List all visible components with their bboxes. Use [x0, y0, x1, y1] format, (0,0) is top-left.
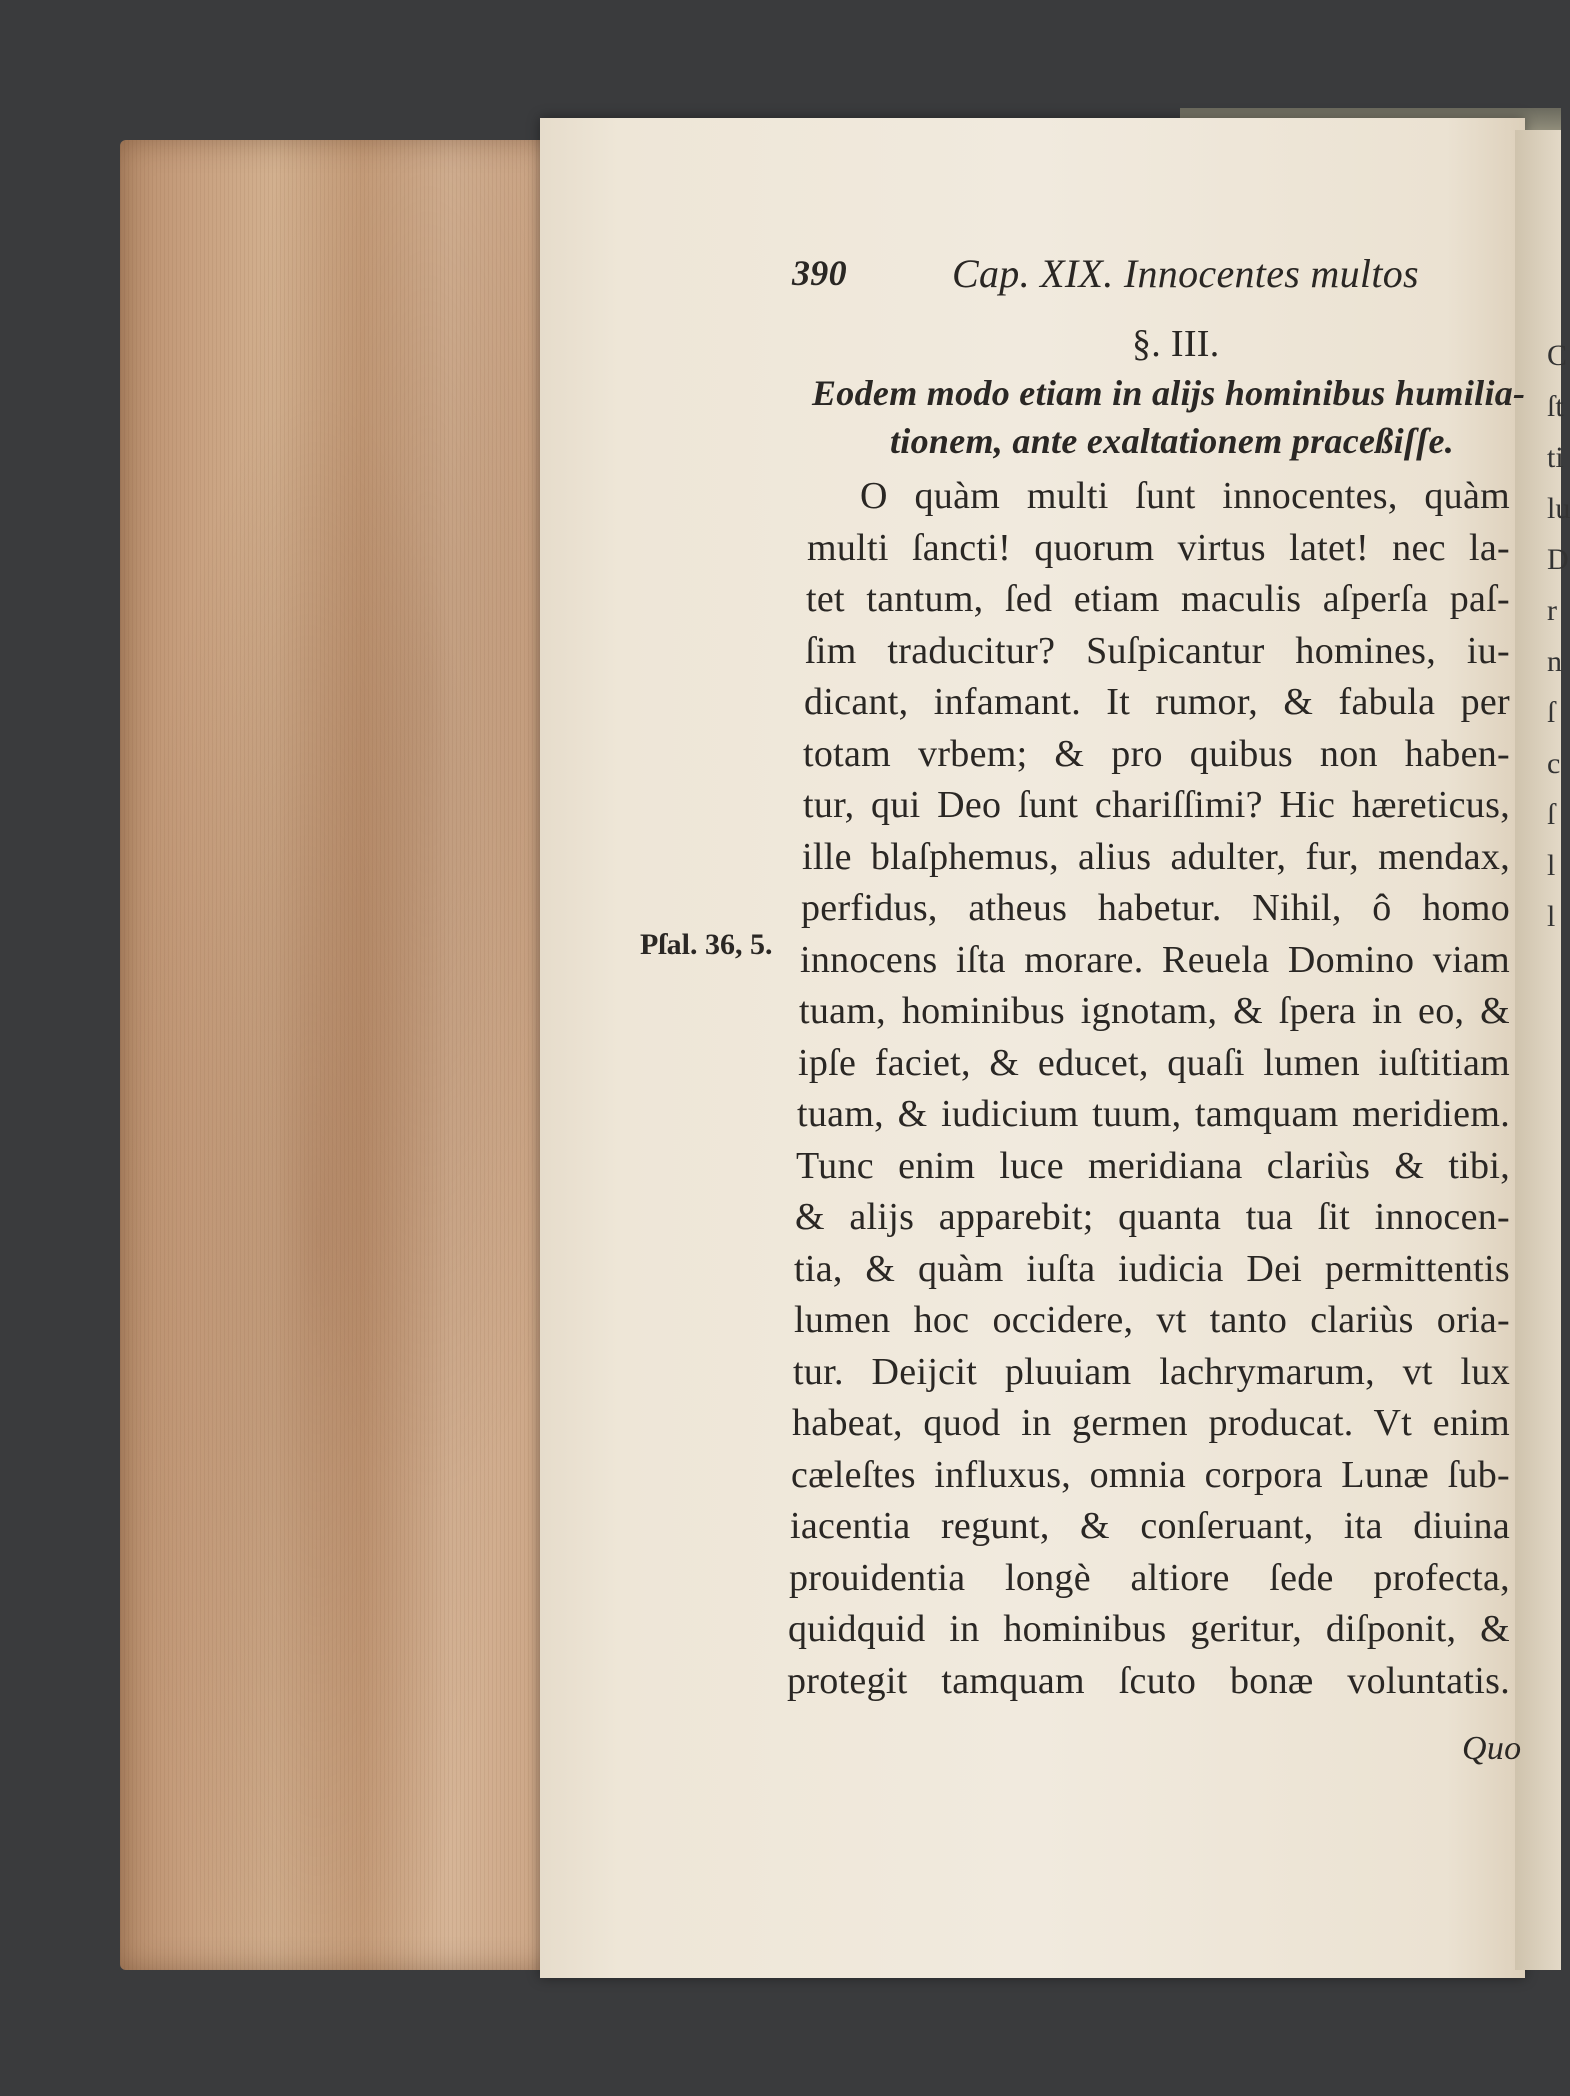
body-line: totam vrbem; & pro quibus non haben-: [803, 733, 1510, 775]
next-page-letter: n: [1547, 645, 1562, 678]
body-line: perfidus, atheus habetur. Nihil, ô homo: [801, 887, 1510, 929]
section-heading-line-1: Eodem modo etiam in alijs hominibus humilia-: [812, 373, 1526, 413]
body-line: dicant, infamant. It rumor, & fabula per: [804, 681, 1510, 723]
body-line: ipſe faciet, & educet, quaſi lumen iuſtitiam: [798, 1042, 1510, 1084]
next-page-letter: l: [1547, 849, 1556, 882]
next-page-letter: c: [1547, 747, 1561, 780]
next-page-letter: l: [1547, 900, 1556, 933]
body-line: iacentia regunt, & conſeruant, ita diuina: [790, 1505, 1510, 1547]
next-page-letter: ſt: [1547, 390, 1564, 423]
next-page-letter: D: [1547, 543, 1569, 576]
body-line: tuam, & iudicium tuum, tamquam meridiem.: [797, 1093, 1510, 1135]
section-mark: §. III.: [1132, 323, 1220, 365]
body-line: habeat, quod in germen producat. Vt enim: [792, 1402, 1510, 1444]
body-line: tet tantum, ſed etiam maculis aſperſa paſ-: [806, 578, 1510, 620]
next-page-letter: lu: [1547, 492, 1570, 525]
body-line: quidquid in hominibus geritur, diſponit, &: [788, 1608, 1510, 1650]
body-line: O quàm multi ſunt innocentes, quàm: [860, 475, 1510, 517]
body-line: lumen hoc occidere, vt tanto clariùs oria-: [794, 1299, 1510, 1341]
next-page-letter: r: [1547, 594, 1557, 627]
page-number: 390: [792, 253, 847, 293]
body-line: Tunc enim luce meridiana clariùs & tibi,: [796, 1145, 1510, 1187]
body-line: protegit tamquam ſcuto bonæ voluntatis.: [787, 1660, 1510, 1702]
section-heading-line-2: tionem, ante exaltationem praceßiſſe.: [890, 421, 1455, 461]
catchword: Quo: [1462, 1730, 1522, 1767]
body-line: & alijs apparebit; quanta tua ſit innocen-: [795, 1196, 1510, 1238]
body-line: prouidentia longè altiore ſede profecta,: [789, 1557, 1510, 1599]
next-page-letter: ſ: [1547, 696, 1556, 729]
body-line: innocens iſta morare. Reuela Domino viam: [800, 939, 1510, 981]
body-line: cæleſtes influxus, omnia corpora Lunæ ſub-: [791, 1454, 1510, 1496]
next-page-letter: ti: [1547, 441, 1564, 474]
body-line: ſim traducitur? Suſpicantur homines, iu-: [805, 630, 1510, 672]
body-line: tur, qui Deo ſunt chariſſimi? Hic hæreticus,: [803, 784, 1510, 826]
body-line: ille blaſphemus, alius adulter, fur, mendax,: [802, 836, 1510, 878]
body-line: tur. Deijcit pluuiam lachrymarum, vt lux: [793, 1351, 1510, 1393]
body-line: tia, & quàm iuſta iudicia Dei permittentis: [794, 1248, 1510, 1290]
running-head-title: Cap. XIX. Innocentes multos: [952, 251, 1419, 296]
body-line: tuam, hominibus ignotam, & ſpera in eo, &: [799, 990, 1510, 1032]
body-line: multi ſancti! quorum virtus latet! nec la-: [807, 527, 1510, 569]
next-page-letter: C: [1547, 339, 1568, 372]
margin-note: Pſal. 36, 5.: [640, 928, 773, 961]
next-page-letter: ſ: [1547, 798, 1556, 831]
